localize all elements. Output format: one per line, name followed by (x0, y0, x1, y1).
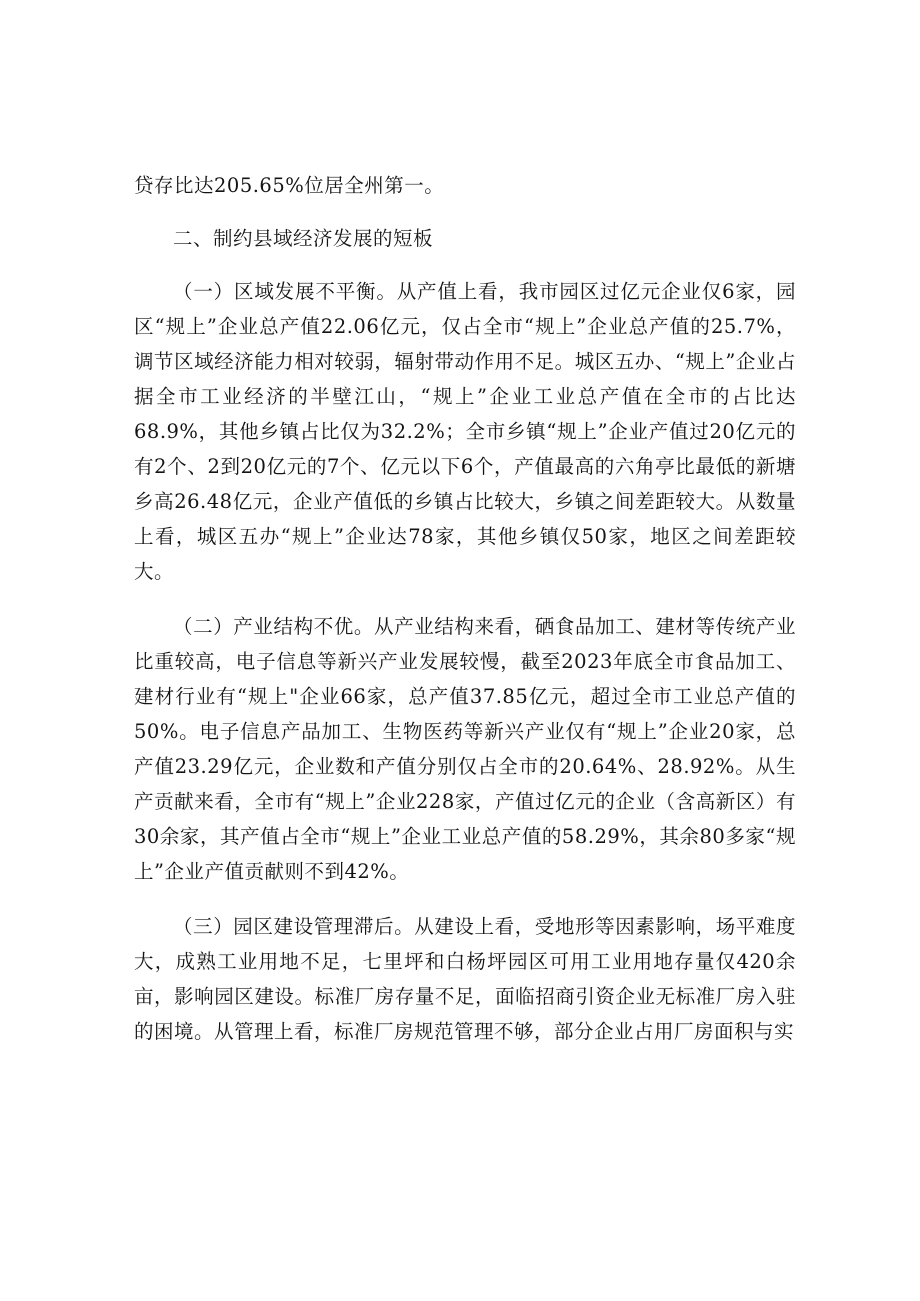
document-body (134, 168, 796, 1049)
paragraph-industrial-structure: （二）产业结构不优。从产业结构来看，硒食品加工、建材等传统产业比重较高，电子信息等新兴产业发展较慢，截至2023年底全市食品加工、建材行业有“规上"企业66家，总产值37.85亿元，超过全市工业总产值的50%。电子信息产品加工、生物医药等新兴产业仅有“规上”企业20家，总产值23.29亿元，企业数和产值分别仅占全市的20.64%、28.92%。从生产贡献来看，全市有“规上”企业228家，产值过亿元的企业（含高新区）有30余家，其产值占全市“规上”企业工业总产值的58.29%，其余80多家“规上”企业产值贡献则不到42%。 (134, 615, 796, 883)
section-heading: 二、制约县域经济发展的短板 (173, 227, 434, 250)
paragraph-park-management: （三）园区建设管理滞后。从建设上看，受地形等因素影响，场平难度大，成熟工业用地不足，七里坪和白杨坪园区可用工业用地存量仅420余亩，影响园区建设。标准厂房存量不足，面临招商引资企业无标准厂房入驻的困境。从管理上看，标准厂房规范管理不够，部分企业占用厂房面积与实 (134, 915, 796, 1043)
paragraph-regional-imbalance: （一）区域发展不平衡。从产值上看，我市园区过亿元企业仅6家，园区“规上”企业总产值22.06亿元，仅占全市“规上”企业总产值的25.7%，调节区域经济能力相对较弱，辐射带动作用不足。城区五办、“规上”企业占据全市工业经济的半壁江山，“规上”企业工业总产值在全市的占比达68.9%，其他乡镇占比仅为32.2%；全市乡镇“规上”企业产值过20亿元的有2个、2到20亿元的7个、亿元以下6个，产值最高的六角亭比最低的新塘乡高26.48亿元，企业产值低的乡镇占比较大，乡镇之间差距较大。从数量上看，城区五办“规上”企业达78家，其他乡镇仅50家，地区之间差距较大。 (134, 280, 796, 583)
paragraph-continuation: 贷存比达205.65%位居全州第一。 (134, 174, 445, 197)
